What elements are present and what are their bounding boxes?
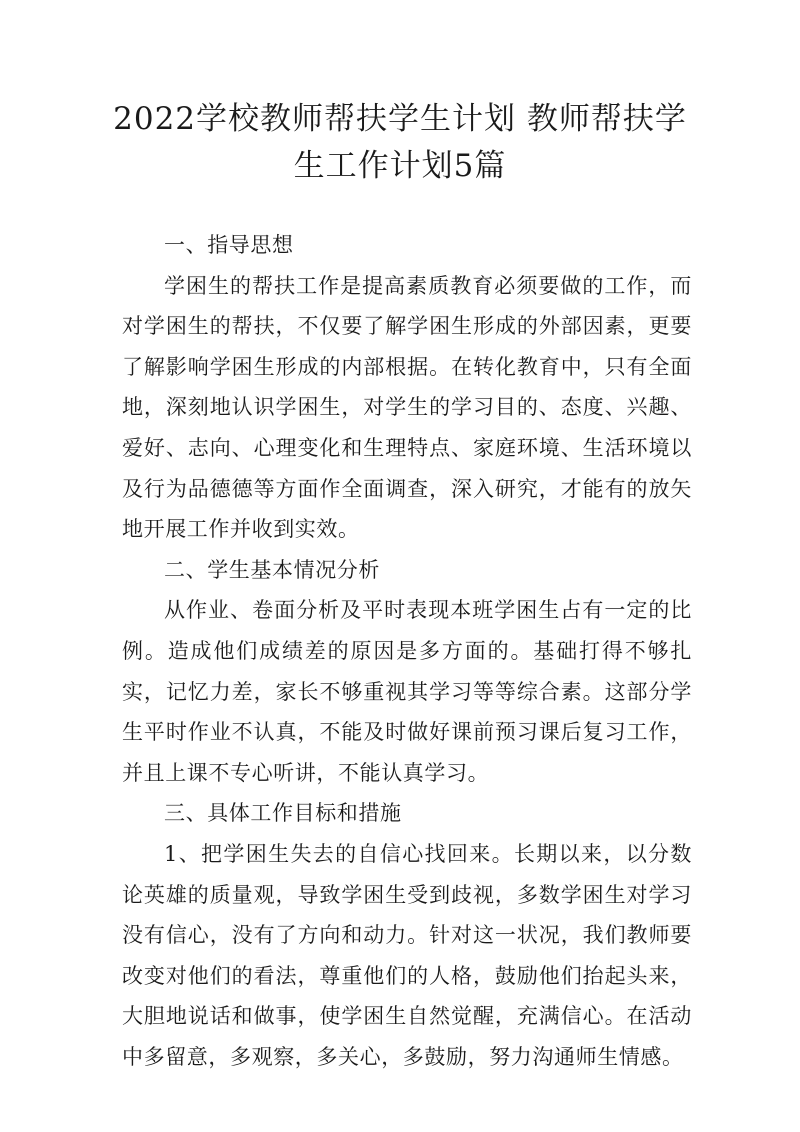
document-title: 2022学校教师帮扶学生计划 教师帮扶学生工作计划5篇 [113, 101, 687, 184]
paragraph-goals-measures: 1、把学困生失去的自信心找回来。长期以来，以分数论英雄的质量观，导致学困生受到歧视，多数学困生对学习没有信心，没有了方向和动力。针对这一状况，我们教师要改变对他们的看法，尊重他们的人格，鼓励他们抬起头来，大胆地说话和做事，使学困生自然觉醒，充满信心。在活动中多留意，多观察，多关心，多鼓励，努力沟通师生情感。 [122, 841, 692, 1069]
section-heading-student-analysis: 二、学生基本情况分析 [164, 557, 380, 582]
document-body [122, 225, 692, 1077]
paragraph-guiding-thought: 学困生的帮扶工作是提高素质教育必须要做的工作，而对学困生的帮扶，不仅要了解学困生形成的外部因素，更要了解影响学困生形成的内部根据。在转化教育中，只有全面地，深刻地认识学困生，对学生的学习目的、态度、兴趣、爱好、志向、心理变化和生理特点、家庭环境、生活环境以及行为品德德等方面作全面调查，深入研究，才能有的放矢地开展工作并收到实效。 [122, 273, 692, 542]
section-heading-goals-measures: 三、具体工作目标和措施 [164, 801, 402, 826]
section-heading-guiding-thought: 一、指导思想 [164, 233, 294, 257]
paragraph-student-analysis: 从作业、卷面分析及平时表现本班学困生占有一定的比例。造成他们成绩差的原因是多方面的。基础打得不够扎实，记忆力差，家长不够重视其学习等等综合素。这部分学生平时作业不认真，不能及时做好课前预习课后复习工作，并且上课不专心听讲，不能认真学习。 [122, 598, 692, 785]
